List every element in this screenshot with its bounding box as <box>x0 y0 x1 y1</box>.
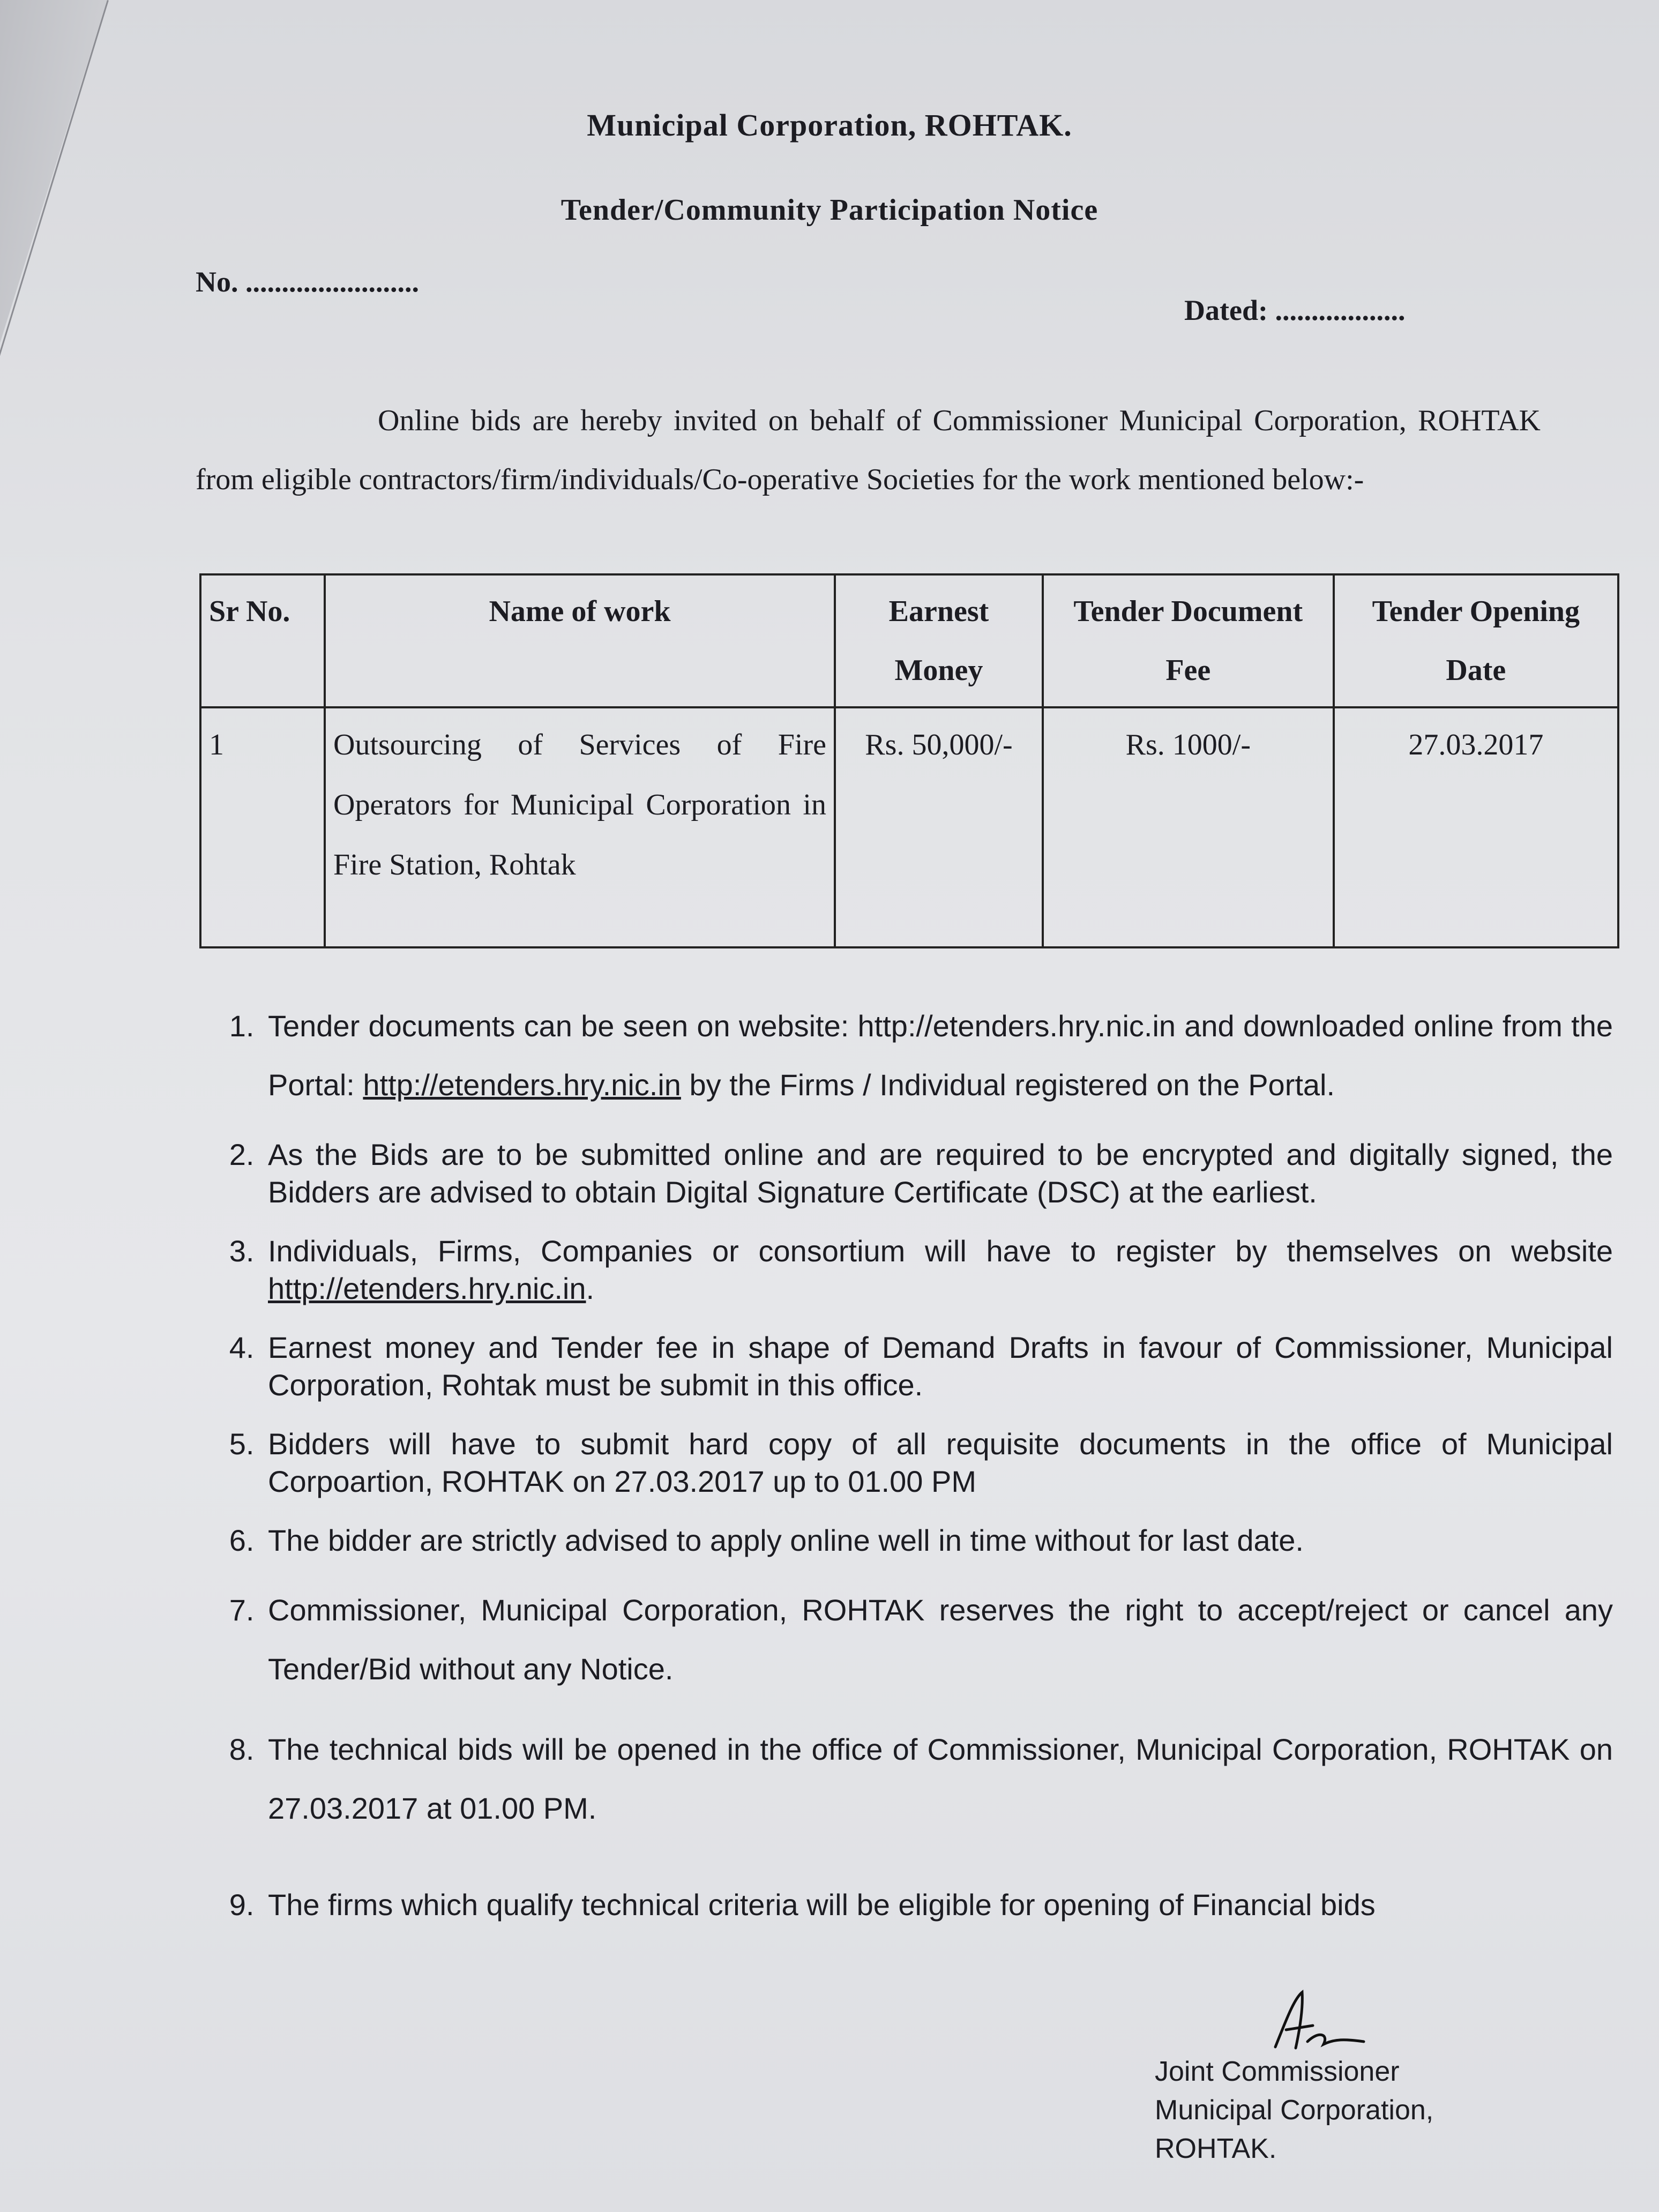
cell-earnest-money: Rs. 50,000/- <box>835 707 1043 947</box>
signatory-title: Joint Commissioner <box>1155 2056 1400 2087</box>
reference-number: No. ........................ <box>196 266 419 298</box>
header-earnest-money: Earnest Money <box>835 574 1043 707</box>
item-text: Individuals, Firms, Companies or consortium will have to register by themselves on website <box>268 1234 1613 1268</box>
signatory-block <box>1155 2052 1433 2168</box>
intro-paragraph: Online bids are hereby invited on behalf of Commissioner Municipal Corporation, ROHTAK from eligible contractors/firm/individuals/Co-operative Societies for the work mentioned below:- <box>196 404 1541 496</box>
register-link[interactable]: http://etenders.hry.nic.in <box>268 1272 586 1305</box>
list-item: 6. The bidder are strictly advised to apply online well in time without for last date. <box>263 1522 1613 1559</box>
signatory-city: ROHTAK. <box>1155 2133 1277 2164</box>
table-row <box>200 707 1618 947</box>
cell-name-of-work: Outsourcing of Services of Fire Operators for Municipal Corporation in Fire Station, Rohtak <box>325 707 835 947</box>
signature-mark <box>1270 1988 1366 2058</box>
notice-title: Tender/Community Participation Notice <box>561 193 1098 227</box>
organization-heading: Municipal Corporation, ROHTAK. <box>587 108 1072 143</box>
list-item: 7. Commissioner, Municipal Corporation, ROHTAK reserves the right to accept/reject or cancel any Tender/Bid without any Notice. <box>263 1581 1613 1699</box>
item-text: . <box>586 1272 595 1305</box>
tender-table <box>199 573 1619 948</box>
portal-link[interactable]: http://etenders.hry.nic.in <box>363 1068 681 1102</box>
list-item: 8. The technical bids will be opened in the office of Commissioner, Municipal Corporation, ROHTAK on 27.03.2017 at 01.00 PM. <box>263 1720 1613 1838</box>
header-name-of-work: Name of work <box>325 574 835 707</box>
list-item: 2. As the Bids are to be submitted online and are required to be encrypted and digitally signed, the Bidders are advised to obtain Digital Signature Certificate (DSC) at the earliest. <box>263 1136 1613 1211</box>
conditions-list <box>193 997 1613 1945</box>
list-item: 4. Earnest money and Tender fee in shape of Demand Drafts in favour of Commissioner, Municipal Corporation, Rohtak must be submit in this office. <box>263 1329 1613 1404</box>
header-opening-date: Tender Opening Date <box>1334 574 1618 707</box>
list-item: 9. The firms which qualify technical criteria will be eligible for opening of Financial bids <box>263 1886 1613 1924</box>
list-item <box>263 1232 1613 1307</box>
cell-sr-no: 1 <box>200 707 325 947</box>
table-header-row <box>200 574 1618 707</box>
cell-document-fee: Rs. 1000/- <box>1043 707 1334 947</box>
header-document-fee: Tender Document Fee <box>1043 574 1334 707</box>
page-fold-shadow <box>0 0 139 375</box>
cell-opening-date: 27.03.2017 <box>1334 707 1618 947</box>
date-field: Dated: .................. <box>1184 294 1406 326</box>
list-item: 5. Bidders will have to submit hard copy of all requisite documents in the office of Municipal Corpoartion, ROHTAK on 27.03.2017 up to 01.00 PM <box>263 1425 1613 1500</box>
item-text: Tender documents can be seen on website: http://etenders.hry.nic.in and downloaded online from the Portal: <box>268 1009 1613 1102</box>
list-item <box>263 997 1613 1115</box>
signatory-org: Municipal Corporation, <box>1155 2095 1434 2126</box>
header-sr-no: Sr No. <box>200 574 325 707</box>
item-text: by the Firms / Individual registered on the Portal. <box>681 1068 1335 1102</box>
